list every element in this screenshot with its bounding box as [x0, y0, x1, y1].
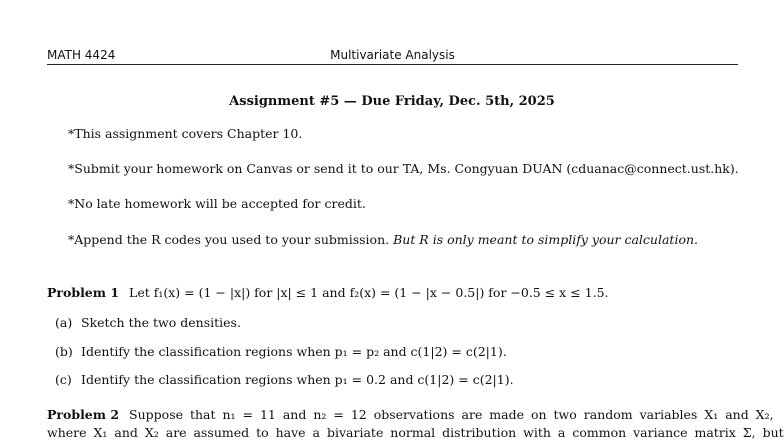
- note-chapter: *This assignment covers Chapter 10.: [68, 126, 303, 141]
- part-text: Identify the classification regions when p₁ = p₂ and c(1|2) = c(2|1).: [81, 344, 507, 359]
- part-text: Identify the classification regions when p₁ = 0.2 and c(1|2) = c(2|1).: [81, 372, 514, 387]
- problem-1-part-c: [55, 371, 514, 389]
- problem-2-continuation: where X₁ and X₂ are assumed to have a bivariate normal distribution with a common variance matrix Σ, but: [47, 425, 784, 440]
- assignment-title: Assignment #5 — Due Friday, Dec. 5th, 2025: [229, 94, 555, 109]
- header-rule: [47, 64, 738, 65]
- course-subject: Multivariate Analysis: [330, 48, 455, 62]
- problem-2: [47, 406, 774, 424]
- note-append: [68, 231, 698, 249]
- note-append-plain: *Append the R codes you used to your submission.: [68, 232, 394, 247]
- problem-1-text: Let f₁(x) = (1 − |x|) for |x| ≤ 1 and f₂(x) = (1 − |x − 0.5|) for −0.5 ≤ x ≤ 1.5.: [129, 285, 609, 300]
- problem-1-part-a: [55, 314, 241, 332]
- note-append-italic: But R is only meant to simplify your calculation.: [393, 232, 698, 247]
- part-label: (a): [55, 315, 73, 330]
- page-header: [47, 46, 738, 64]
- course-code: MATH 4424: [47, 48, 116, 62]
- part-label: (b): [55, 344, 73, 359]
- problem-1-label: Problem 1: [47, 285, 120, 300]
- part-label: (c): [55, 372, 72, 387]
- note-submit: *Submit your homework on Canvas or send it to our TA, Ms. Congyuan DUAN (cduanac@connect.ust.hk).: [68, 161, 739, 176]
- problem-2-label: Problem 2: [47, 407, 120, 422]
- problem-1: [47, 284, 609, 302]
- note-late: *No late homework will be accepted for credit.: [68, 196, 366, 211]
- problem-2-text: Suppose that n₁ = 11 and n₂ = 12 observations are made on two random variables X₁ and X₂,: [129, 407, 774, 422]
- problem-1-part-b: [55, 343, 507, 361]
- part-text: Sketch the two densities.: [81, 315, 241, 330]
